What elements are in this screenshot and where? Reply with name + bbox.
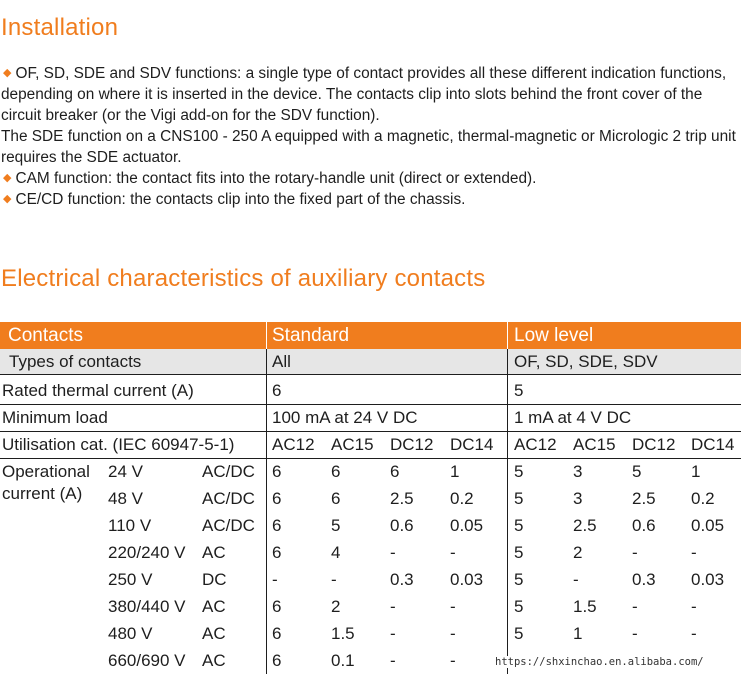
- operational-value: -: [390, 597, 396, 616]
- header-contacts: Contacts: [8, 325, 83, 346]
- operational-value: 5: [514, 624, 524, 643]
- operational-value: -: [573, 570, 579, 589]
- types-low: OF, SD, SDE, SDV: [514, 352, 658, 371]
- source-url-watermark: https://shxinchao.en.alibaba.com/: [495, 656, 704, 668]
- row-divider: [0, 431, 741, 432]
- operational-current-type: AC: [202, 597, 226, 616]
- operational-current-type: AC: [202, 543, 226, 562]
- operational-value: 6: [272, 516, 282, 535]
- minload-label: Minimum load: [2, 408, 108, 427]
- utilisation-category: AC15: [331, 435, 374, 454]
- operational-current-type: AC/DC: [202, 489, 255, 508]
- installation-paragraph-4-text: CE/CD function: the contacts clip into the fixed part of the chassis.: [15, 191, 466, 208]
- electrical-heading: Electrical characteristics of auxiliary contacts: [1, 265, 486, 292]
- minload-low: 1 mA at 4 V DC: [514, 408, 632, 427]
- operational-value: 2.5: [632, 489, 656, 508]
- operational-value: 5: [514, 543, 524, 562]
- operational-voltage: 220/240 V: [108, 543, 186, 562]
- operational-value: 2: [573, 543, 583, 562]
- operational-value: -: [450, 543, 456, 562]
- utilisation-category: DC14: [691, 435, 735, 454]
- operational-value: 3: [573, 489, 583, 508]
- installation-paragraph-3: [1, 168, 739, 189]
- operational-value: 6: [272, 462, 282, 481]
- operational-value: -: [450, 597, 456, 616]
- operational-value: 0.6: [632, 516, 656, 535]
- operational-value: 2.5: [573, 516, 597, 535]
- row-divider: [0, 458, 741, 459]
- utilisation-category: DC12: [632, 435, 676, 454]
- operational-value: 3: [573, 462, 583, 481]
- table-header: [0, 322, 741, 349]
- operational-value: 0.05: [450, 516, 484, 535]
- operational-value: 1: [573, 624, 583, 643]
- operational-voltage: 480 V: [108, 624, 153, 643]
- utilisation-label: Utilisation cat. (IEC 60947-5-1): [2, 435, 235, 454]
- installation-paragraph-1: [1, 63, 739, 126]
- operational-value: 6: [331, 462, 341, 481]
- operational-voltage: 48 V: [108, 489, 143, 508]
- types-row: [0, 349, 741, 374]
- operational-value: -: [390, 543, 396, 562]
- operational-value: 1: [691, 462, 701, 481]
- utilisation-category: DC12: [390, 435, 434, 454]
- installation-paragraph-4: [1, 189, 739, 210]
- operational-value: 0.03: [691, 570, 725, 589]
- row-divider: [0, 374, 741, 375]
- diamond-bullet-icon: ◆: [3, 172, 12, 184]
- header-low-level: Low level: [514, 325, 594, 346]
- installation-heading: Installation: [1, 14, 119, 41]
- operational-value: 0.2: [691, 489, 715, 508]
- operational-value: 6: [390, 462, 400, 481]
- operational-value: 6: [331, 489, 341, 508]
- operational-value: 0.3: [632, 570, 656, 589]
- operational-value: 5: [514, 597, 524, 616]
- operational-value: 6: [272, 651, 282, 670]
- operational-voltage: 380/440 V: [108, 597, 186, 616]
- operational-value: -: [390, 624, 396, 643]
- operational-value: 5: [514, 516, 524, 535]
- operational-value: 6: [272, 624, 282, 643]
- utilisation-category: AC12: [272, 435, 315, 454]
- operational-voltage: 110 V: [108, 516, 152, 535]
- operational-current-type: AC: [202, 624, 226, 643]
- operational-value: 0.05: [691, 516, 725, 535]
- operational-value: 5: [514, 570, 524, 589]
- operational-value: -: [450, 624, 456, 643]
- diamond-bullet-icon: ◆: [3, 67, 12, 79]
- operational-value: 6: [272, 543, 282, 562]
- operational-value: -: [450, 651, 456, 670]
- operational-value: 5: [514, 462, 524, 481]
- operational-value: 1.5: [331, 624, 355, 643]
- installation-paragraph-1-text: OF, SD, SDE and SDV functions: a single type of contact provides all these different indication functions, depending on where it is inserted in the device. The contacts clip into slots behind the front cover of the circuit breaker (or the Vigi add-on for the SDV function).: [1, 65, 727, 124]
- operational-value: 6: [272, 597, 282, 616]
- operational-current-type: DC: [202, 570, 227, 589]
- row-divider: [0, 404, 741, 405]
- operational-value: -: [632, 624, 638, 643]
- thermal-label: Rated thermal current (A): [2, 381, 194, 400]
- operational-voltage: 250 V: [108, 570, 153, 589]
- installation-text: [1, 63, 739, 210]
- operational-value: 4: [331, 543, 341, 562]
- operational-value: 0.6: [390, 516, 414, 535]
- operational-current-type: AC/DC: [202, 516, 255, 535]
- operational-value: 0.3: [390, 570, 414, 589]
- operational-value: 0.03: [450, 570, 484, 589]
- operational-voltage: 660/690 V: [108, 651, 186, 670]
- operational-value: 6: [272, 489, 282, 508]
- operational-value: -: [331, 570, 337, 589]
- installation-paragraph-3-text: CAM function: the contact fits into the rotary-handle unit (direct or extended).: [15, 170, 537, 187]
- operational-value: 2: [331, 597, 341, 616]
- auxiliary-contacts-table: [0, 322, 741, 674]
- column-divider-1: [266, 349, 267, 674]
- operational-value: -: [691, 543, 697, 562]
- diamond-bullet-icon: ◆: [3, 193, 12, 205]
- operational-value: -: [691, 597, 697, 616]
- operational-value: 0.2: [450, 489, 474, 508]
- installation-paragraph-2: The SDE function on a CNS100 - 250 A equipped with a magnetic, thermal-magnetic or Micrologic 2 trip unit requires the SDE actuator.: [1, 128, 736, 166]
- operational-current-type: AC/DC: [202, 462, 255, 481]
- utilisation-category: AC15: [573, 435, 616, 454]
- header-standard: Standard: [272, 325, 350, 346]
- operational-value: -: [390, 651, 396, 670]
- operational-value: 5: [632, 462, 642, 481]
- operational-value: 5: [331, 516, 341, 535]
- operational-value: -: [272, 570, 278, 589]
- operational-voltage: 24 V: [108, 462, 143, 481]
- operational-value: 1: [450, 462, 460, 481]
- operational-label-line-1: Operational: [2, 462, 90, 481]
- types-label: Types of contacts: [9, 352, 142, 371]
- operational-value: 5: [514, 489, 524, 508]
- operational-value: -: [691, 624, 697, 643]
- operational-value: -: [632, 597, 638, 616]
- operational-current-type: AC: [202, 651, 226, 670]
- operational-value: 1.5: [573, 597, 597, 616]
- types-standard: All: [272, 352, 291, 371]
- thermal-standard: 6: [272, 381, 282, 400]
- operational-label-line-2: current (A): [2, 484, 83, 503]
- minload-standard: 100 mA at 24 V DC: [272, 408, 418, 427]
- utilisation-category: DC14: [450, 435, 494, 454]
- utilisation-category: AC12: [514, 435, 557, 454]
- operational-value: 2.5: [390, 489, 414, 508]
- operational-value: -: [632, 543, 638, 562]
- thermal-low: 5: [514, 381, 524, 400]
- column-divider-2: [507, 349, 508, 674]
- header-divider-2: [507, 322, 508, 349]
- operational-value: 0.1: [331, 651, 355, 670]
